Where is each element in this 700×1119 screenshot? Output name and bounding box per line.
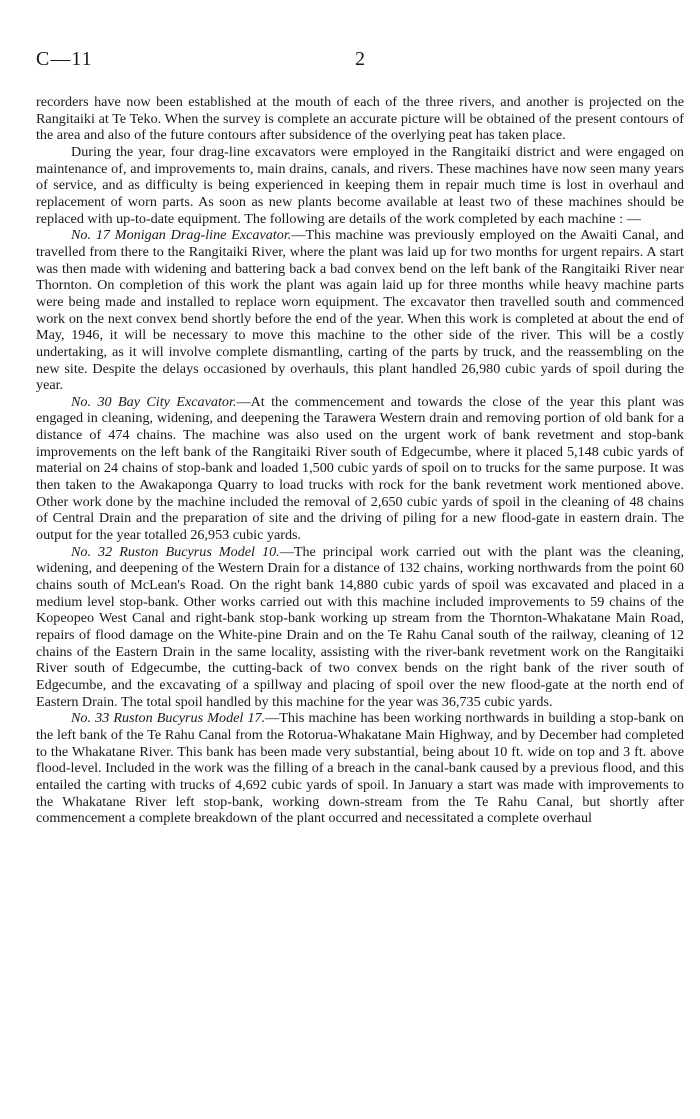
paragraph-no30 [36, 394, 684, 544]
paragraph-text: —At the commencement and towards the close of the year this plant was engaged in cleaning, widening, and deepening the Tarawera Western drain and removing portion of old bank for a distance of 474 chains. The machine was also used on the urgent work of bank revetment and stop-bank improvements on the left bank of the Rangitaiki River south of Edgecumbe, where it placed 5,148 cubic yards of material on 24 chains of stop-bank and loaded 1,500 cubic yards of spoil on to trucks for the same purpose. It was then taken to the Awakaponga Quarry to load trucks with rock for the bank revetment work mentioned above. Other work done by the machine included the removal of 2,650 cubic yards of spoil in the cleaning of 48 chains of Central Drain and the preparation of site and the driving of piling for a new flood-gate in eastern drain. The output for the year totalled 26,953 cubic yards. [36, 393, 684, 544]
document-body [36, 94, 684, 827]
paragraph-no17 [36, 227, 684, 394]
paragraph-text: —This machine has been working northwards in building a stop-bank on the left bank of the Te Rahu Canal from the Rotorua-Whakatane Main Highway, and by December had completed to the Whakatane River. This bank has been made very substantial, being about 10 ft. wide on top and 3 ft. above flood-level. Included in the work was the filling of a breach in the canal-bank caused by a previous flood, and this entailed the carting with trucks of 4,692 cubic yards of spoil. In January a start was made with improvements to the Whakatane River left stop-bank, working down-stream from the Te Rahu Canal, but shortly after commencement a complete breakdown of the plant occurred and necessitated a complete overhaul [36, 710, 684, 827]
paragraph-text: —The principal work carried out with the plant was the cleaning, widening, and deepening of the Western Drain for a distance of 132 chains, working northwards from the point 60 chains south of McLean's Road. On the right bank 14,880 cubic yards of spoil was excavated and placed in a medium level stop-bank. Other works carried out with this machine included improvements to 59 chains of the Kopeopeo West Canal and right-bank stop-bank working up stream from the Thornton-Whakatane Main Road, repairs of flood damage on the White-pine Drain and on the Te Rahu Canal south of the railway, cleaning of 12 chains of the Eastern Drain in the same locality, assisting with the river-bank revetment work on the Rangitaiki River south of Edgecumbe, the cutting-back of two convex bends on the right bank of the river south of Edgecumbe, and the excavating of a spillway and placing of spoil over the new flood-gate at the north end of Eastern Drain. The total spoil handled by this machine for the year was 36,735 cubic yards. [36, 543, 685, 710]
machine-heading: No. 33 Ruston Bucyrus Model 17. [71, 710, 266, 727]
machine-heading: No. 30 Bay City Excavator. [71, 393, 237, 410]
machine-heading: No. 32 Ruston Bucyrus Model 10. [71, 543, 280, 560]
machine-heading: No. 17 Monigan Drag-line Excavator. [71, 227, 292, 244]
page-number: 2 [355, 48, 365, 70]
paragraph-excavators-intro [36, 144, 684, 227]
paragraph-survey [36, 94, 684, 144]
page-header [36, 48, 684, 72]
paragraph-no32 [36, 544, 684, 711]
paragraph-text: —This machine was previously employed on the Awaiti Canal, and travelled from there to the Rangitaiki River, where the plant was laid up for two months for urgent repairs. A start was then made with widening and battering back a bad convex bend on the left bank of the Rangitaiki River near Thornton. On completion of this work the plant was again laid up for three months while heavy machine parts were being made and installed to replace worn equipment. The excavator then travelled south and commenced work on the next convex bend shortly before the end of the year. When this work is completed at about the end of May, 1946, it will be necessary to move this machine to the other side of the river. This will be a costly undertaking, as it will involve complete dismantling, carting of the parts by truck, and the reassembling on the new site. Despite the delays occasioned by overhauls, this plant handled 26,980 cubic yards of spoil during the year. [36, 227, 684, 394]
paragraph-text: During the year, four drag-line excavators were employed in the Rangitaiki district and were engaged on maintenance of, and improvements to, main drains, canals, and rivers. These machines have now seen many years of service, and as difficulty is being experienced in keeping them in repair much time is lost in overhaul and replacement of worn parts. As soon as new plants become available at least two of these machines should be replaced with up-to-date equipment. The following are details of the work completed by each machine : — [36, 143, 684, 227]
document-reference: C—11 [36, 48, 93, 70]
paragraph-no33 [36, 710, 684, 827]
paragraph-text: recorders have now been established at the mouth of each of the three rivers, and another is projected on the Rangitaiki at Te Teko. When the survey is complete an accurate picture will be obtained of the present contours of the area and also of the future contours after subsidence of the overlying peat has taken place. [36, 94, 684, 144]
